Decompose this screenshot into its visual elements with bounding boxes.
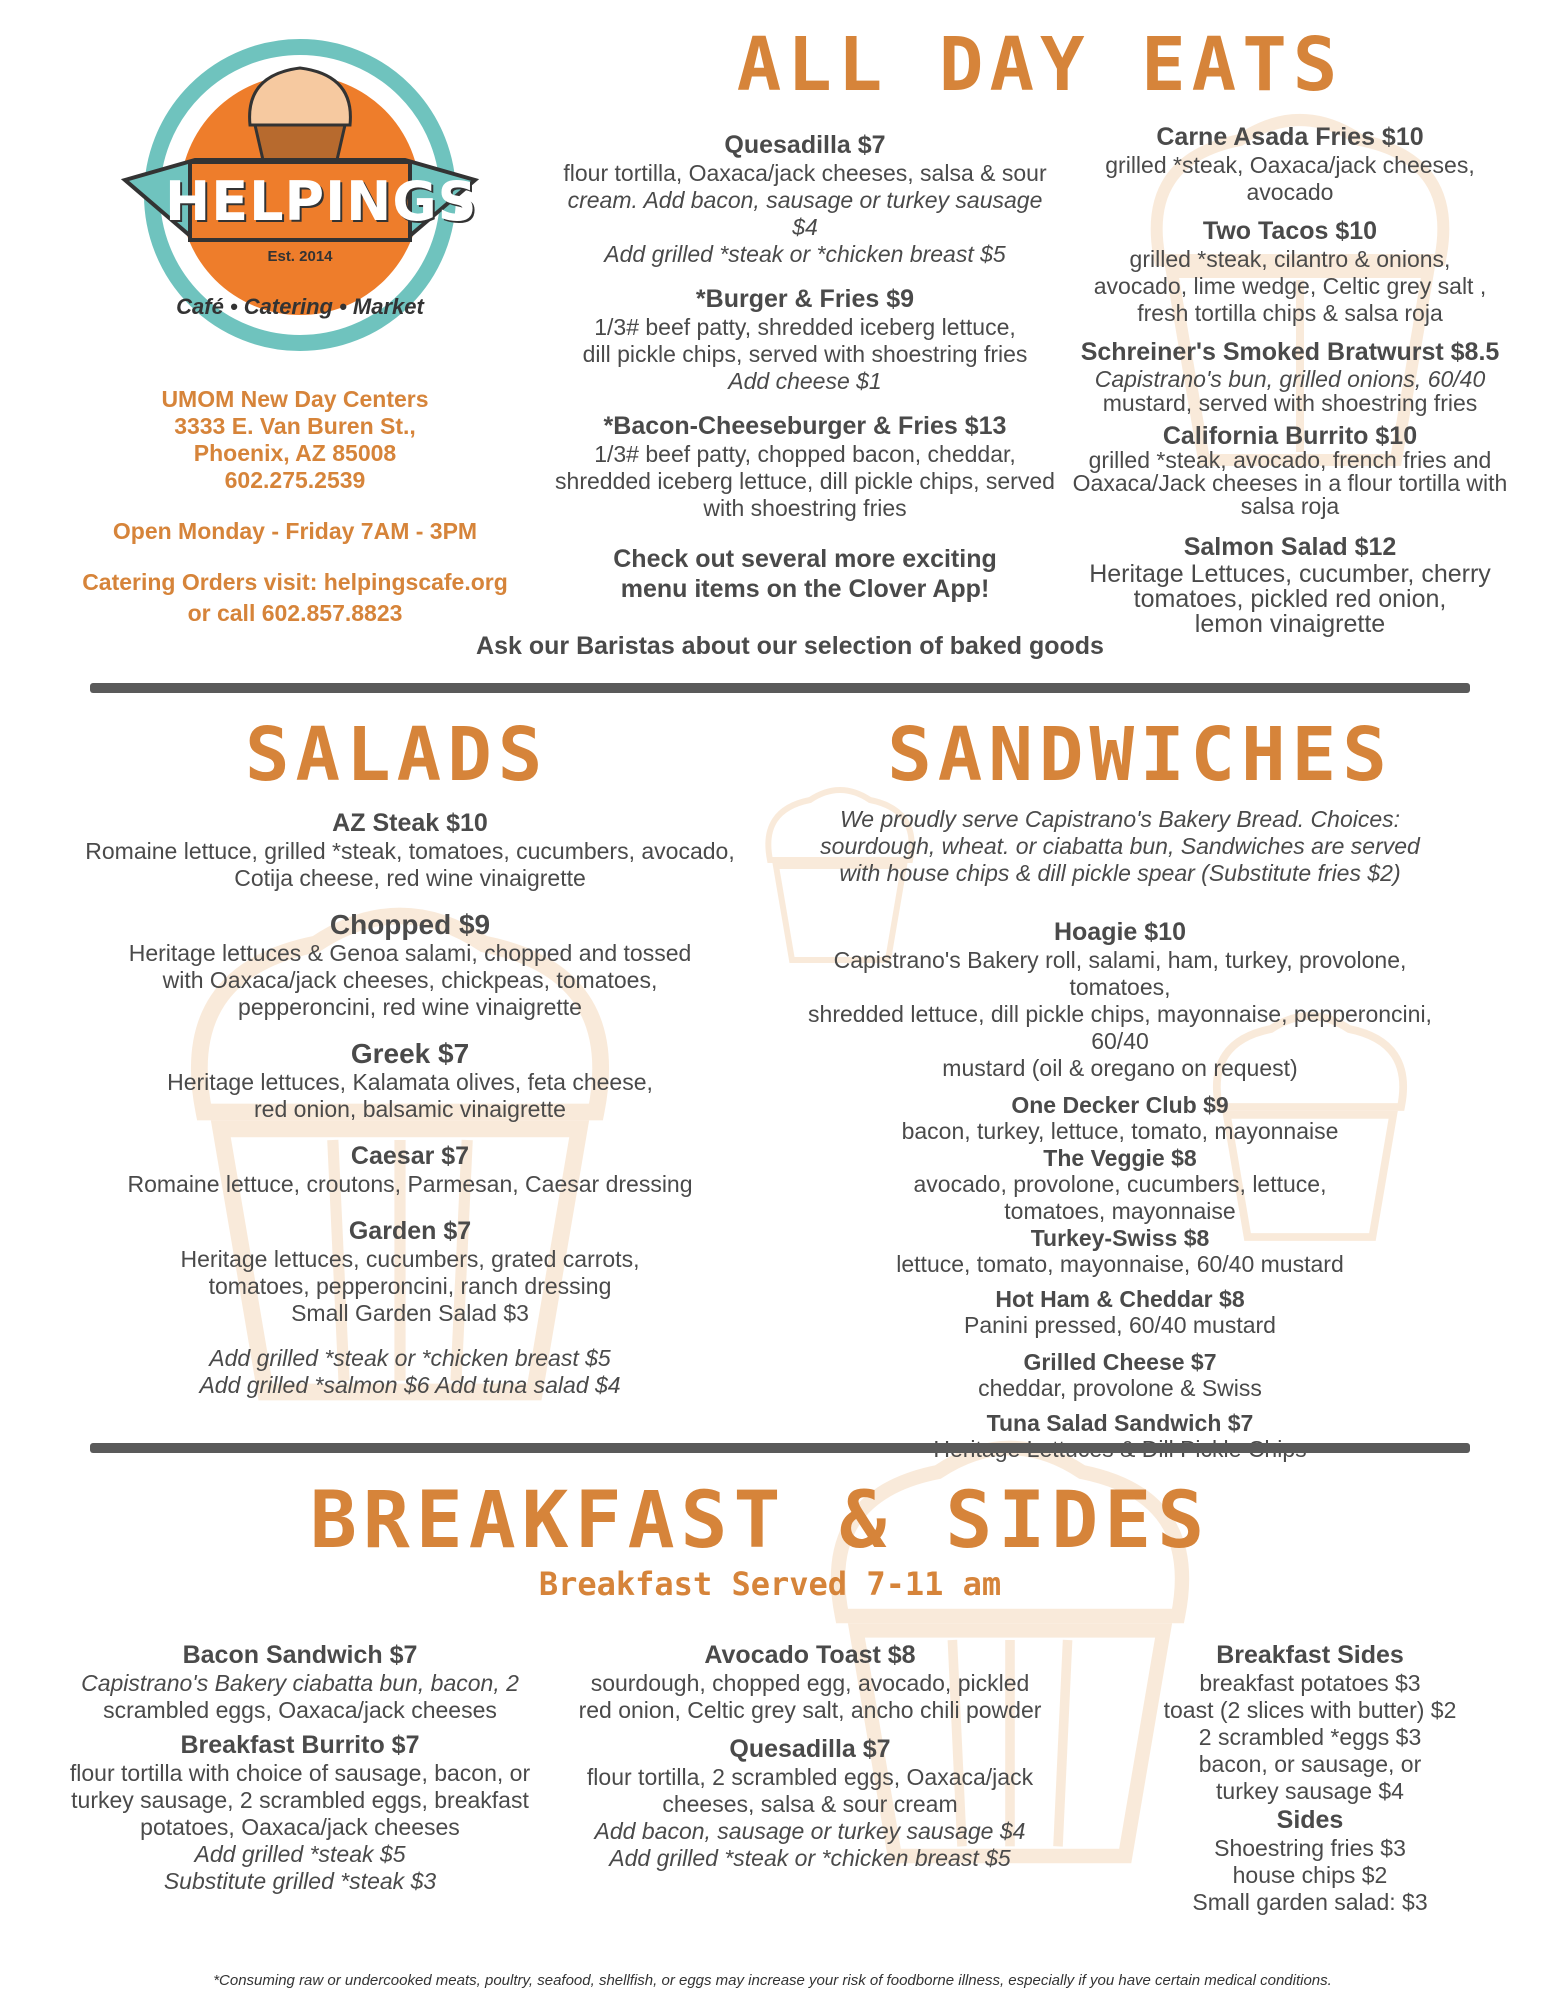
item-desc: Heritage lettuces, cucumbers, grated carrots, xyxy=(180,1246,640,1272)
info-hours: Open Monday - Friday 7AM - 3PM xyxy=(112,518,478,544)
clover-line: Check out several more exciting xyxy=(613,545,997,573)
item-name: Sides xyxy=(1276,1806,1344,1834)
item-name: Bacon Sandwich $7 xyxy=(182,1641,418,1669)
info-line1: UMOM New Day Centers xyxy=(161,386,429,412)
item-name: Chopped $9 xyxy=(329,909,491,940)
sandwich-tuna xyxy=(780,1410,1460,1463)
item-name: Quesadilla $7 xyxy=(724,131,886,159)
salad-chopped xyxy=(80,910,740,1021)
item-name: Garden $7 xyxy=(348,1217,472,1245)
item-desc: tomatoes, pickled red onion, xyxy=(1133,585,1447,613)
item-desc: 1/3# beef patty, chopped bacon, cheddar, xyxy=(594,441,1016,467)
intro-line: sourdough, wheat. or ciabatta bun, Sandwiches are served xyxy=(820,833,1420,859)
addon-line: Add grilled *salmon $6 Add tuna salad $4 xyxy=(199,1372,621,1398)
item-desc: Add grilled *steak or *chicken breast $5 xyxy=(604,241,1006,267)
breakfast-col3 xyxy=(1110,1640,1510,1916)
item-desc: dill pickle chips, served with shoestring fries xyxy=(582,341,1028,367)
item-desc: fresh tortilla chips & salsa roja xyxy=(1137,300,1443,326)
item-desc: Add grilled *steak or *chicken breast $5 xyxy=(609,1845,1011,1871)
sandwiches-title: SANDWICHES xyxy=(887,712,1393,798)
all-day-left xyxy=(555,130,1055,604)
item-desc: 2 scrambled *eggs $3 xyxy=(1198,1724,1422,1750)
item-desc: Shoestring fries $3 xyxy=(1214,1835,1406,1861)
salad-greek xyxy=(80,1039,740,1123)
item-name: One Decker Club $9 xyxy=(1011,1092,1229,1118)
item-desc: Substitute grilled *steak $3 xyxy=(163,1868,437,1894)
item-desc: grilled *steak, avocado, french fries and xyxy=(1088,447,1492,473)
item-desc: avocado, lime wedge, Celtic grey salt , xyxy=(1093,273,1487,299)
item-name: Carne Asada Fries $10 xyxy=(1156,123,1424,151)
clover-line: menu items on the Clover App! xyxy=(620,575,990,603)
logo-tagline: Café • Catering • Market xyxy=(176,294,424,319)
item-desc: 1/3# beef patty, shredded iceberg lettuce, xyxy=(594,314,1016,340)
item-name: Turkey-Swiss $8 xyxy=(1030,1225,1210,1251)
item-desc: avocado, provolone, cucumbers, lettuce, xyxy=(913,1171,1327,1197)
all-day-title: ALL DAY EATS xyxy=(736,22,1344,108)
item-name: Avocado Toast $8 xyxy=(704,1641,916,1669)
menu-item-quesadilla xyxy=(555,130,1055,268)
info-phone: 602.275.2539 xyxy=(224,467,366,493)
item-desc: bacon, or sausage, or xyxy=(1198,1751,1422,1777)
item-desc: turkey sausage, 2 scrambled eggs, breakfast xyxy=(71,1787,529,1813)
item-name: *Burger & Fries $9 xyxy=(695,285,915,313)
clover-note xyxy=(555,544,1055,604)
item-desc: breakfast potatoes $3 xyxy=(1199,1670,1421,1696)
item-desc: potatoes, Oaxaca/jack cheeses xyxy=(140,1814,460,1840)
item-desc: pepperoncini, red wine vinaigrette xyxy=(238,994,582,1020)
section-divider xyxy=(90,1443,1470,1453)
item-desc: Capistrano's Bakery roll, salami, ham, turkey, provolone, tomatoes, xyxy=(833,947,1407,1000)
item-desc: red onion, Celtic grey salt, ancho chili powder xyxy=(578,1697,1042,1723)
item-desc: cheeses, salsa & sour cream xyxy=(662,1791,958,1817)
item-desc: Add bacon, sausage or turkey sausage $4 xyxy=(594,1818,1026,1844)
item-desc: Panini pressed, 60/40 mustard xyxy=(964,1312,1276,1338)
item-desc: house chips $2 xyxy=(1232,1862,1388,1888)
menu-item-two-tacos xyxy=(1065,216,1515,327)
item-name: California Burrito $10 xyxy=(1162,422,1418,450)
item-desc: scrambled eggs, Oaxaca/jack cheeses xyxy=(103,1697,497,1723)
all-day-right xyxy=(1065,122,1515,637)
breakfast-quesadilla xyxy=(560,1734,1060,1872)
item-desc: Add cheese $1 xyxy=(728,368,882,394)
sides xyxy=(1110,1805,1510,1916)
menu-item-bacon-cheeseburger xyxy=(555,411,1055,522)
item-desc: Small Garden Salad $3 xyxy=(291,1300,529,1326)
menu-item-burger xyxy=(555,284,1055,395)
item-desc: lettuce, tomato, mayonnaise, 60/40 mustard xyxy=(896,1251,1344,1277)
disclaimer: *Consuming raw or undercooked meats, poultry, seafood, shellfish, or eggs may increase your risk of foodborne illness, especially if you have certain medical conditions. xyxy=(213,1972,1332,1989)
item-name: Breakfast Burrito $7 xyxy=(180,1731,420,1759)
item-name: Schreiner's Smoked Bratwurst $8.5 xyxy=(1080,338,1500,366)
section-divider xyxy=(90,683,1470,693)
sandwich-hoagie xyxy=(780,917,1460,1082)
item-desc: toast (2 slices with butter) $2 xyxy=(1163,1697,1457,1723)
item-desc: Small garden salad: $3 xyxy=(1192,1889,1428,1915)
item-desc: flour tortilla, Oaxaca/jack cheeses, salsa & sour xyxy=(563,160,1047,186)
item-desc: Heritage lettuces & Genoa salami, chopped and tossed xyxy=(128,940,692,966)
item-desc: Capistrano's bun, grilled onions, 60/40 xyxy=(1094,366,1486,392)
salads-title: SALADS xyxy=(245,712,549,798)
item-desc: bacon, turkey, lettuce, tomato, mayonnaise xyxy=(901,1118,1339,1144)
item-name: Tuna Salad Sandwich $7 xyxy=(986,1410,1254,1436)
item-desc: sourdough, chopped egg, avocado, pickled xyxy=(590,1670,1030,1696)
item-desc: mustard (oil & oregano on request) xyxy=(942,1055,1298,1081)
breakfast-bacon-sandwich xyxy=(40,1640,560,1724)
logo xyxy=(105,30,495,360)
breakfast-sides xyxy=(1110,1640,1510,1805)
item-desc: with Oaxaca/jack cheeses, chickpeas, tomatoes, xyxy=(162,967,658,993)
salad-az-steak xyxy=(80,808,740,892)
item-desc: turkey sausage $4 xyxy=(1216,1778,1404,1804)
breakfast-subtitle: Breakfast Served 7-11 am xyxy=(538,1565,1002,1603)
item-desc: Add grilled *steak $5 xyxy=(194,1841,406,1867)
item-desc: grilled *steak, cilantro & onions, xyxy=(1129,246,1451,272)
salad-caesar xyxy=(80,1141,740,1198)
item-name: Two Tacos $10 xyxy=(1202,217,1378,245)
item-name: Breakfast Sides xyxy=(1216,1641,1404,1669)
baristas-note: Ask our Baristas about our selection of baked goods xyxy=(476,632,1104,660)
salads-list xyxy=(80,808,740,1399)
sandwich-turkey-swiss xyxy=(780,1225,1460,1278)
sandwich-club xyxy=(780,1092,1460,1145)
addon-line: Add grilled *steak or *chicken breast $5 xyxy=(209,1345,611,1371)
item-desc: Heritage Lettuces, cucumber, cherry xyxy=(1089,560,1491,588)
item-desc: lemon vinaigrette xyxy=(1194,610,1386,638)
item-name: Grilled Cheese $7 xyxy=(1023,1349,1217,1375)
sandwich-hot-ham xyxy=(780,1286,1460,1339)
logo-brand: HELPINGS xyxy=(165,170,478,233)
sandwich-grilled-cheese xyxy=(780,1349,1460,1402)
intro-line: with house chips & dill pickle spear (Substitute fries $2) xyxy=(839,860,1401,886)
item-desc: grilled *steak, Oaxaca/jack cheeses, avocado xyxy=(1105,152,1475,205)
item-desc: flour tortilla with choice of sausage, bacon, or xyxy=(69,1760,531,1786)
item-desc: Cotija cheese, red wine vinaigrette xyxy=(234,865,586,891)
breakfast-burrito xyxy=(40,1730,560,1895)
item-desc: cheddar, provolone & Swiss xyxy=(978,1375,1262,1401)
breakfast-col2 xyxy=(560,1640,1060,1872)
item-desc: cream. Add bacon, sausage or turkey sausage $4 xyxy=(567,187,1043,240)
item-name: *Bacon-Cheeseburger & Fries $13 xyxy=(603,412,1007,440)
menu-item-carne-asada xyxy=(1065,122,1515,206)
cafe-info xyxy=(70,386,520,627)
item-name: Salmon Salad $12 xyxy=(1183,533,1397,561)
item-name: Quesadilla $7 xyxy=(729,1735,891,1763)
item-desc: shredded iceberg lettuce, dill pickle chips, served xyxy=(555,468,1055,494)
item-desc: salsa roja xyxy=(1240,493,1340,519)
item-name: Hoagie $10 xyxy=(1053,918,1186,946)
menu-item-california-burrito xyxy=(1065,423,1515,518)
item-desc: flour tortilla, 2 scrambled eggs, Oaxaca/jack xyxy=(586,1764,1034,1790)
item-desc: red onion, balsamic vinaigrette xyxy=(254,1096,566,1122)
intro-line: We proudly serve Capistrano's Bakery Bread. Choices: xyxy=(839,806,1401,832)
item-desc: Oaxaca/Jack cheeses in a flour tortilla with xyxy=(1072,470,1508,496)
breakfast-title: BREAKFAST & SIDES xyxy=(309,1476,1211,1566)
breakfast-avocado-toast xyxy=(560,1640,1060,1724)
item-name: Hot Ham & Cheddar $8 xyxy=(995,1286,1245,1312)
item-name: Greek $7 xyxy=(350,1038,470,1069)
item-desc: tomatoes, pepperoncini, ranch dressing xyxy=(208,1273,612,1299)
salad-addons xyxy=(80,1345,740,1399)
item-desc: with shoestring fries xyxy=(703,495,907,521)
sandwich-intro xyxy=(780,806,1460,887)
item-desc: Romaine lettuce, grilled *steak, tomatoes, cucumbers, avocado, xyxy=(85,838,735,864)
sandwiches-list xyxy=(780,806,1460,1463)
item-desc: mustard, served with shoestring fries xyxy=(1102,390,1478,416)
breakfast-col1 xyxy=(40,1640,560,1895)
sandwich-veggie xyxy=(780,1145,1460,1225)
item-name: The Veggie $8 xyxy=(1043,1145,1197,1171)
logo-est: Est. 2014 xyxy=(267,248,333,265)
menu-item-salmon-salad xyxy=(1065,532,1515,637)
info-line2: 3333 E. Van Buren St., xyxy=(174,413,416,439)
info-line3: Phoenix, AZ 85008 xyxy=(193,440,397,466)
menu-item-bratwurst xyxy=(1065,337,1515,415)
item-desc: Heritage lettuces, Kalamata olives, feta cheese, xyxy=(167,1069,653,1095)
item-name: Caesar $7 xyxy=(350,1142,470,1170)
item-name: AZ Steak $10 xyxy=(332,809,488,837)
salad-garden xyxy=(80,1216,740,1327)
item-desc: tomatoes, mayonnaise xyxy=(1004,1198,1236,1224)
item-desc: shredded lettuce, dill pickle chips, mayonnaise, pepperoncini, 60/40 xyxy=(808,1001,1432,1054)
item-desc: Romaine lettuce, croutons, Parmesan, Caesar dressing xyxy=(127,1171,693,1197)
info-catering-phone: or call 602.857.8823 xyxy=(187,600,403,626)
item-desc: Capistrano's Bakery ciabatta bun, bacon, 2 xyxy=(81,1670,519,1696)
info-catering: Catering Orders visit: helpingscafe.org xyxy=(82,569,508,595)
